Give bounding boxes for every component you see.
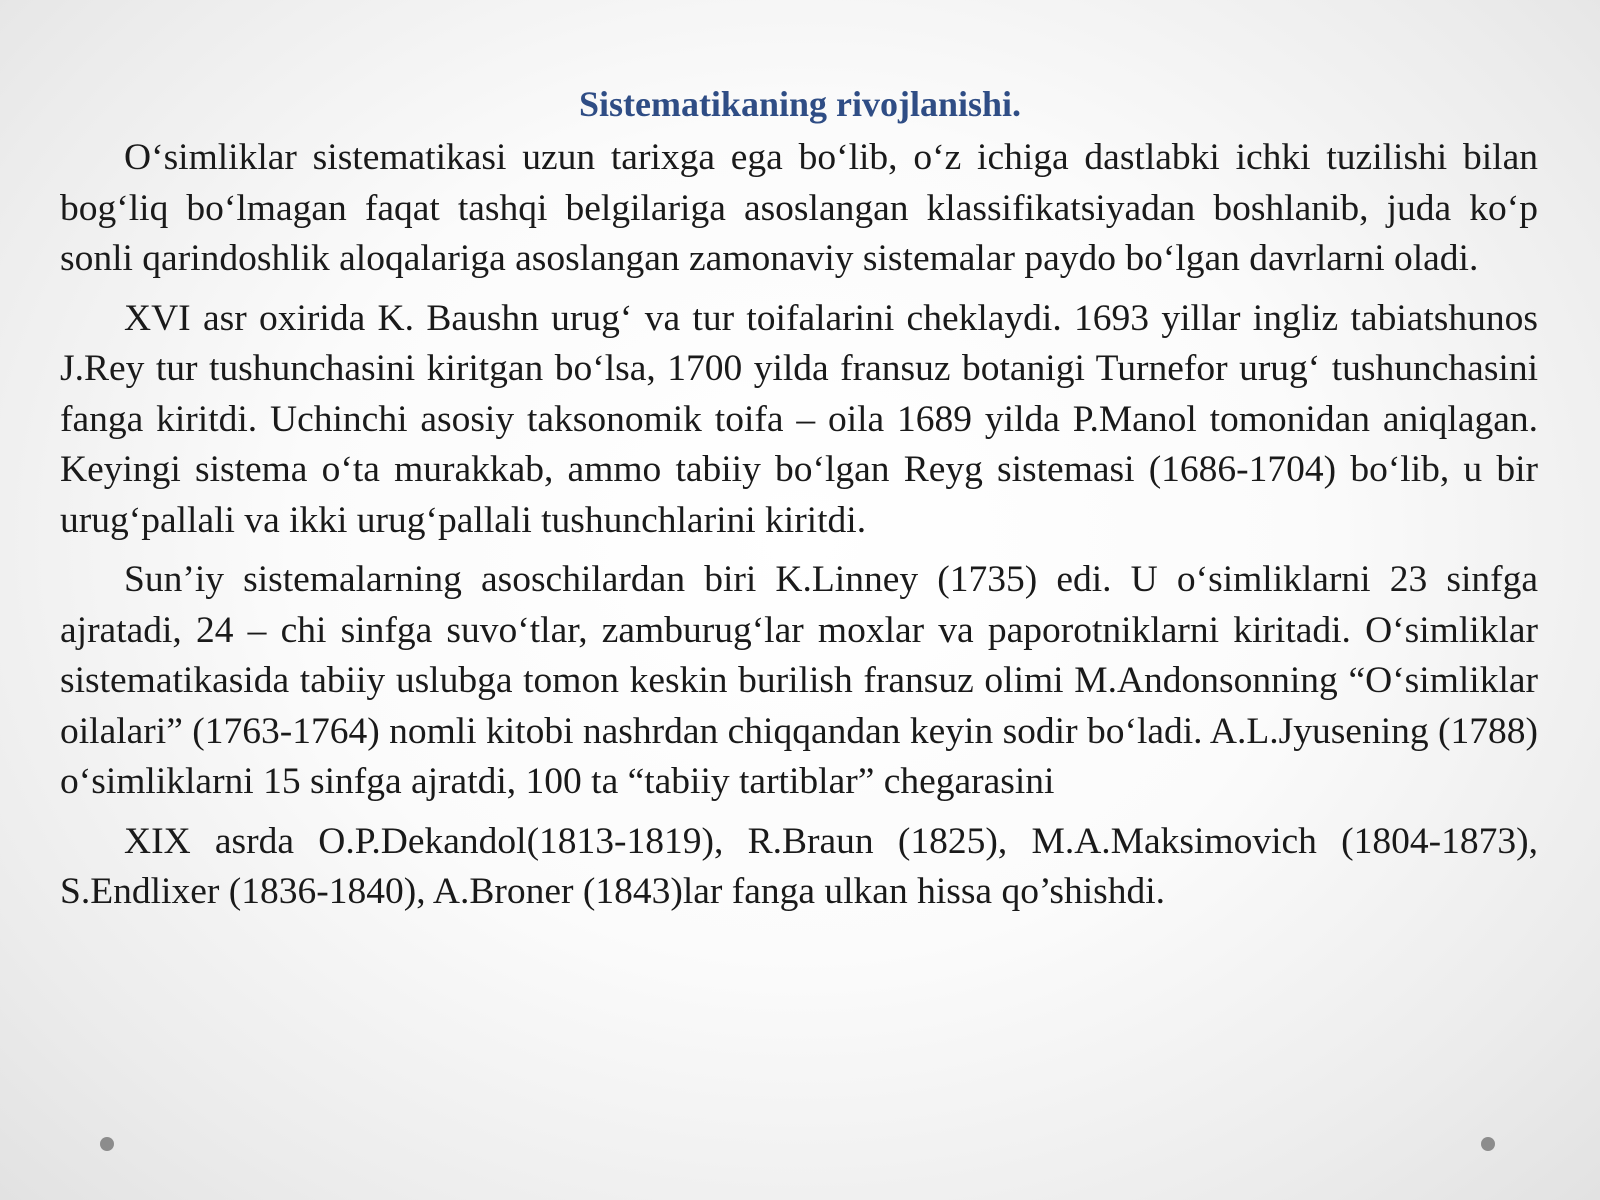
paragraph-1: O‘simliklar sistematikasi uzun tarixga ega bo‘lib, o‘z ichiga dastlabki ichki tuzilishi bilan bog‘liq bo‘lmagan faqat tashqi belgilariga asoslangan klassifikatsiyadan boshlanib, juda ko‘p sonli qarindoshlik aloqalariga asoslangan zamonaviy sistemalar paydo bo‘lgan davrlarni oladi.	[60, 137, 1538, 279]
paragraph-2: XVI asr oxirida K. Baushn urug‘ va tur toifalarini cheklaydi. 1693 yillar ingliz tabiatshunos J.Rey tur tushunchasini kiritgan bo‘lsa, 1700 yilda fransuz botanigi Turnefor urug‘ tushunchasini fanga kiritdi. Uchinchi asosiy taksonomik toifa – oila 1689 yilda P.Manol tomonidan aniqlagan. Keyingi sistema o‘ta murakkab, ammo tabiiy bo‘lgan Reyg sistemasi (1686-1704) bo‘lib, u bir urug‘pallali va ikki urug‘pallali tushunchlarini kiritdi.	[60, 297, 1538, 541]
paragraph-3: Sun’iy sistemalarning asoschilardan biri K.Linney (1735) edi. U o‘simliklarni 23 sinfga ajratadi, 24 – chi sinfga suvo‘tlar, zamburug‘lar moxlar va paporotniklarni kiritadi. O‘simliklar sistematikasida tabiiy uslubga tomon keskin burilish fransuz olimi M.Andonsonning “O‘simliklar oilalari” (1763-1764) nomli kitobi nashrdan chiqqandan keyin sodir bo‘ladi. A.L.Jyusening (1788) o‘simliklarni 15 sinfga ajratdi, 100 ta “tabiiy tartiblar” chegarasini	[60, 559, 1538, 802]
slide-body	[60, 133, 1538, 927]
right-decorative-dot	[1481, 1137, 1495, 1151]
left-decorative-dot	[100, 1137, 114, 1151]
slide-title: Sistematikaning rivojlanishi.	[578, 84, 1022, 124]
paragraph-4: XIX asrda O.P.Dekandol(1813-1819), R.Braun (1825), M.A.Maksimovich (1804-1873), S.Endlixer (1836-1840), A.Broner (1843)lar fanga ulkan hissa qo’shishdi.	[60, 820, 1538, 912]
